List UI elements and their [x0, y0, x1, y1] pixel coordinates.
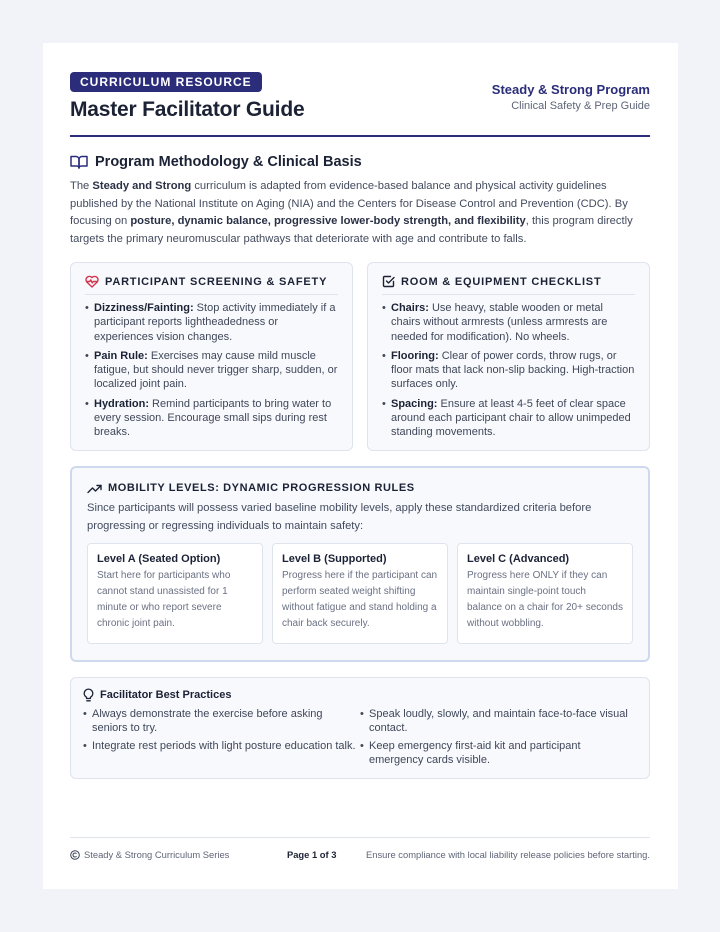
list-item: • Dizziness/Fainting: Stop activity immediately if a participant reports lightheadedness or experiences vision changes.: [85, 301, 338, 344]
program-subtitle: Clinical Safety & Prep Guide: [511, 100, 650, 112]
page-title: Master Facilitator Guide: [70, 98, 305, 121]
mobility-panel: [70, 466, 650, 662]
screening-title: PARTICIPANT SCREENING & SAFETY: [105, 275, 328, 288]
page-header: [70, 72, 650, 150]
footer-note: Ensure compliance with local liability release policies before starting.: [366, 849, 650, 860]
level-title: Level C (Advanced): [467, 553, 570, 565]
screening-card: [70, 262, 353, 451]
equipment-card: [367, 262, 650, 451]
equipment-title: ROOM & EQUIPMENT CHECKLIST: [401, 275, 602, 288]
page-footer: [70, 837, 650, 860]
list-item: • Hydration: Remind participants to bring water to every session. Encourage small sips during rest breaks.: [85, 397, 338, 440]
footer-series: Steady & Strong Curriculum Series: [84, 849, 230, 860]
curriculum-badge: CURRICULUM RESOURCE: [70, 72, 262, 92]
methodology-title: Program Methodology & Clinical Basis: [95, 154, 362, 170]
list-item: • Chairs: Use heavy, stable wooden or metal chairs without armrests (unless armrests are needed for modification). No wheels.: [382, 301, 635, 344]
level-description: Start here for participants who cannot stand unassisted for 1 minute or who report severe chronic joint pain.: [97, 570, 231, 629]
list-item: • Spacing: Ensure at least 4-5 feet of clear space around each participant chair to allow unimpeded standing movements.: [382, 397, 635, 440]
level-title: Level A (Seated Option): [97, 553, 221, 565]
best-practices-panel: [70, 677, 650, 779]
page-number: Page 1 of 3: [286, 849, 337, 860]
mobility-intro: Since participants will possess varied baseline mobility levels, apply these standardized criteria before progressing or regressing individuals to maintain safety:: [87, 502, 592, 532]
document-page: [43, 43, 678, 889]
level-title: Level B (Supported): [282, 553, 387, 565]
list-item: • Speak loudly, slowly, and maintain face-to-face visual contact.: [360, 707, 637, 736]
level-card-b: [272, 543, 448, 644]
best-practices-title: Facilitator Best Practices: [100, 689, 232, 701]
list-item: • Flooring: Clear of power cords, throw rugs, or floor mats that lack non-slip backing. High-traction surfaces only.: [382, 349, 635, 392]
level-card-a: [87, 543, 263, 644]
list-item: • Keep emergency first-aid kit and participant emergency cards visible.: [360, 739, 637, 768]
trending-up-icon: [87, 483, 102, 494]
list-item: • Integrate rest periods with light posture education talk.: [83, 739, 360, 753]
book-open-icon: [70, 155, 88, 169]
methodology-heading: [70, 154, 650, 170]
lightbulb-icon: [83, 688, 94, 702]
mobility-title: MOBILITY LEVELS: DYNAMIC PROGRESSION RULES: [108, 482, 415, 494]
level-card-c: [457, 543, 633, 644]
methodology-intro: The Steady and Strong curriculum is adapted from evidence-based balance and physical activity guidelines published by the National Institute on Aging (NIA) and the Centers for Disease Control and Prevention (CDC). By focusing on posture, dynamic balance, progressive lower-body strength, and flexibility, this program directly targets the primary neuromuscular pathways that deteriorate with age and contribute to falls.: [70, 180, 633, 245]
list-item: • Always demonstrate the exercise before asking seniors to try.: [83, 707, 360, 736]
checkbox-icon: [382, 275, 395, 288]
heart-pulse-icon: [85, 275, 99, 288]
list-item: • Pain Rule: Exercises may cause mild muscle fatigue, but should never trigger sharp, sudden, or localized joint pain.: [85, 349, 338, 392]
header-divider: [70, 135, 650, 137]
level-description: Progress here ONLY if they can maintain single-point touch balance on a chair for 20+ seconds without wobbling.: [467, 570, 623, 629]
level-description: Progress here if the participant can perform seated weight shifting without fatigue and stand holding a chair back securely.: [282, 570, 438, 629]
copyright-icon: [70, 850, 80, 860]
program-name: Steady & Strong Program: [491, 82, 650, 97]
